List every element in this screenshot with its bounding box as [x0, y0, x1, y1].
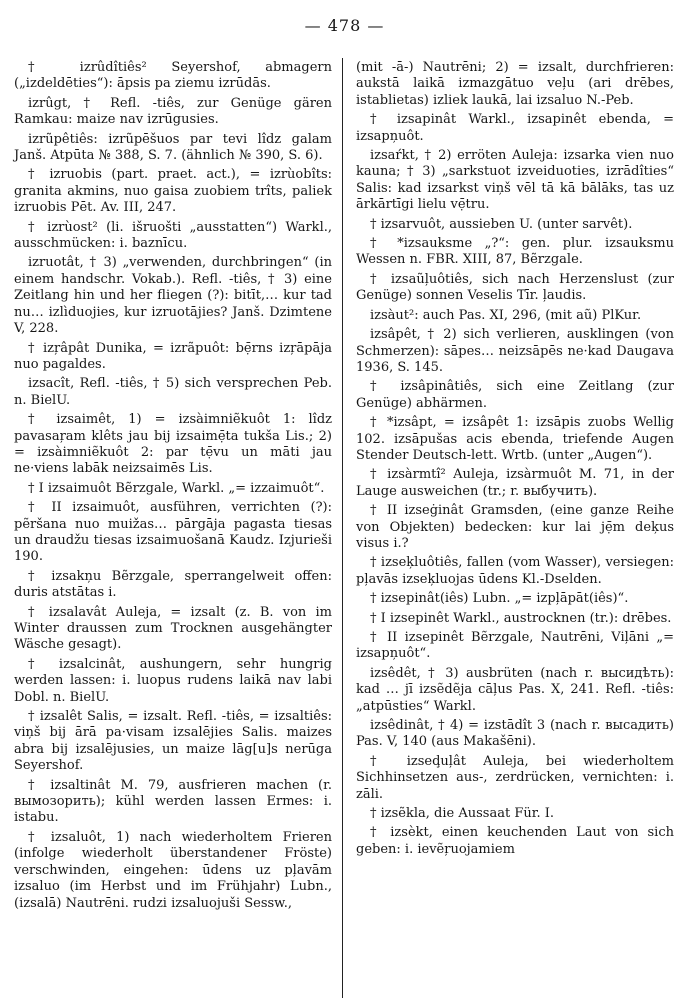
dictionary-entry: izrũpêtiês: izrũpēšuos par tevi lîdz galam Janš. Atpūta № 388, S. 7. (ähnlich № 390, S. 6). [14, 131, 332, 164]
right-column [356, 60, 674, 861]
dictionary-entry: izsâpêt, † 2) sich verlieren, ausklingen (von Schmerzen): sāpes… neizsāpēs ne·kad Daugava 1936, S. 145. [356, 327, 674, 375]
dictionary-entry: † II izsepinêt Bẽrzgale, Nautrēni, Viļāni „= izsapņuôt“. [356, 630, 674, 662]
dictionary-entry: † *izsâpt, = izsâpêt 1: izsāpis zuobs Wellig 102. izsāpušas acis ebenda, triefende Augen Stender Deutsch-lett. Wrtb. (unter „Augen“). [356, 415, 674, 463]
dictionary-entry: † izsepinât(iês) Lubn. „= izpļāpāt(iês)“. [370, 591, 629, 607]
dictionary-entry: izsàut²: auch Pas. XI, 296, (mit aũ) PlKur. [370, 307, 642, 323]
dictionary-entry: izruotât, † 3) „verwenden, durchbringen“ (in einem handschr. Vokab.). Refl. -tiês, † 3) eine Zeitlang hin und her fliegen (?): bitīt,… kur tad nu… izlìduojies, kur izruotājies? Janš. Dzimtene V, 228. [14, 255, 332, 337]
dictionary-entry: † izsarvuôt, aussieben U. (unter sarvêt). [370, 216, 633, 232]
dictionary-entry: † izsàrmtî² Auleja, izsàrmuôt M. 71, in der Lauge ausweichen (tr.; r. выбучить). [356, 467, 674, 499]
dictionary-entry: izsêdêt, † 3) ausbrüten (nach r. высидѣть): kad … jī izsẽdẽja cāļus Pas. X, 241. Refl. -tiês: „atpūsties“ Warkl. [356, 665, 674, 714]
dictionary-entry: † izsaluôt, 1) nach wiederholtem Frieren (infolge wiederholt überstandener Fröste) verschwinden, eingehen: ūdens uz pļavām izsaluo (im Herbst und im Frühjahr) Lubn., (izsalā) Nautrēni. rudzi izsaluojuši Sessw., [14, 829, 332, 911]
dictionary-entry: † izrùost² (li. išruošti „ausstatten“) Warkl., ausschmücken: i. baznīcu. [14, 219, 332, 252]
dictionary-entry: † izsalêt Salis, = izsalt. Refl. -tiês, = izsaltiês: viņš bij ārā pa·visam izsalējies Salis. maizes abra bij izsalējusies, un maize lāg[u]s nerūga Seyershof. [14, 709, 332, 774]
dictionary-entry: izsacît, Refl. -tiês, † 5) sich versprechen Peb. n. BielU. [14, 376, 332, 408]
dictionary-entry: † izsalavât Auleja, = izsalt (z. B. von im Winter draussen zum Trocknen ausgehängter Wäsche gesagt). [14, 604, 332, 653]
dictionary-entry: izrûgt, † Refl. -tiês, zur Genüge gären Ramkau: maize nav izrūgusies. [14, 95, 332, 128]
column-divider [342, 58, 343, 998]
dictionary-entry: † I izsaimuôt Bẽrzgale, Warkl. „= izzaimuôt“. [28, 480, 325, 496]
dictionary-entry: † izsakņu Bẽrzgale, sperrangelweit offen: duris atstātas i. [14, 568, 332, 601]
dictionary-entry: † izsaũļuôtiês, sich nach Herzenslust (zur Genüge) sonnen Veselis Tīr. ļaudis. [356, 271, 674, 304]
dictionary-entry: † izruobis (part. praet. act.), = izrùobîts: granita akmins, nuo gaisa zuobiem trîts, paliek izruobis Pēt. Av. III, 247. [14, 167, 332, 216]
dictionary-entry-continued: (mit -ā-) Nautrēni; 2) = izsalt, durchfrieren: aukstā laikā izmazgātuo veļu (ari drēbes, istablietas) izliek laukā, lai izsaluo N.-Peb. [356, 60, 674, 108]
dictionary-entry: † izseḑuļât Auleja, bei wiederholtem Sichhinsetzen aus-, zerdrücken, vernichten: i. zāli. [356, 753, 674, 802]
dictionary-entry: † II izseġinât Gramsden, (eine ganze Reihe von Objekten) bedecken: kur lai jẹ̄m deķus visus i.? [356, 503, 674, 551]
dictionary-entry: † izŗâpât Dunika, = izrãpuôt: bẹ̄rns izŗāpāja nuo pagaldes. [14, 340, 332, 372]
dictionary-entry: † izsẽkla, die Aussaat Für. I. [370, 806, 555, 822]
dictionary-entry: † I izsepinêt Warkl., austrocknen (tr.): drēbes. [370, 610, 672, 626]
dictionary-entry: izsaŕkt, † 2) erröten Auleja: izsarka vien nuo kauna; † 3) „sarkstuot izveiduoties, izrādîties“ Salis: kad izsarkst viņš vēl tā kā bālāks, tas uz ārkārtīgi lielu vẹ̄tru. [356, 148, 674, 213]
dictionary-entry: † izsaimêt, 1) = izsàimniẽkuôt 1: lîdz pavasaŗam klêts jau bij izsaimẹ̄ta tukša Lis.; 2) = izsàimniẽkuôt 2: par tẹ̄vu un māti jau ne·viens labāk neizsaimēs Lis. [14, 412, 332, 477]
dictionary-entry: † izsapinât Warkl., izsapinêt ebenda, = izsapņuôt. [356, 112, 674, 144]
dictionary-entry: † izsaltinât M. 79, ausfrieren machen (r. вымозорить); kühl werden lassen Ermes: i. istabu. [14, 777, 332, 826]
dictionary-entry: † izsèkt, einen keuchenden Laut von sich geben: i. ievẽŗuojamiem [356, 825, 674, 857]
dictionary-entry: † *izsauksme „?“: gen. plur. izsauksmu Wessen n. FBR. XIII, 87, Bẽrzgale. [356, 236, 674, 268]
dictionary-entry: † izsâpinâtiês, sich eine Zeitlang (zur Genüge) abhärmen. [356, 379, 674, 411]
dictionary-entry: izsêdinât, † 4) = izstādît 3 (nach r. высадить) Pas. V, 140 (aus Makašēni). [356, 718, 674, 750]
dictionary-entry: † II izsaimuôt, ausführen, verrichten (?): pẽršana nuo muižas… pārgāja pagasta tiesas un draudžu tiesas izsaimuošanā Kaudz. Izjurieši 190. [14, 500, 332, 565]
left-column [14, 60, 332, 915]
dictionary-entry: † izseķluôtiês, fallen (vom Wasser), versiegen: pļavās izseķluojas ūdens Kl.-Dselden. [356, 555, 674, 587]
page-number: — 478 — [304, 16, 385, 35]
dictionary-entry: † izsalcinât, aushungern, sehr hungrig werden lassen: i. luopus rudens laikā nav labi Dobl. n. BielU. [14, 656, 332, 705]
dictionary-entry: † izrûdîtiês² Seyershof, abmagern („izdeldēties“): āpsis pa ziemu izrūdās. [14, 60, 332, 92]
